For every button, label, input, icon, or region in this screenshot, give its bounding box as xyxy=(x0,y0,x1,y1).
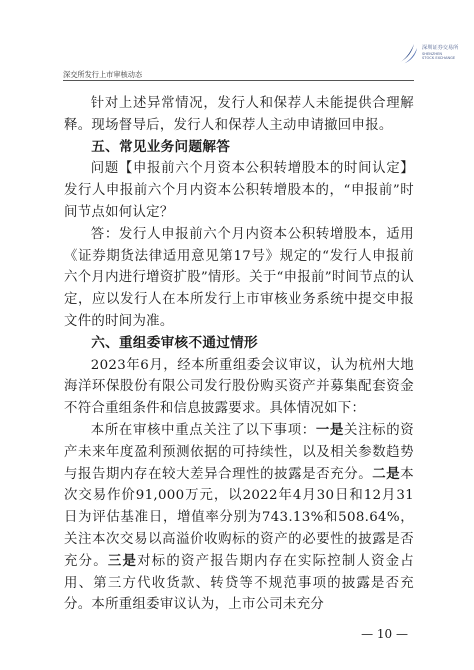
page-number: — 10 — xyxy=(361,627,408,641)
answer-paragraph: 答：发行人申报前六个月内资本公积转增股本，适用《证券期货法律适用意见第17号》规定的“发行人申报前六个月内进行增资扩股”情形。关于“申报前”时间节点的认定，应以发行人在本所发行上市审核业务系统中提交申报文件的时间为准。 xyxy=(64,226,415,329)
header-rule xyxy=(63,80,414,81)
section-heading-5: 五、常见业务问题解答 xyxy=(91,138,231,155)
logo-name-en-line2: STOCK EXCHANGE xyxy=(422,56,456,61)
p3-point-1-label: 一是 xyxy=(315,421,345,438)
section-heading-6: 六、重组委审核不通过情形 xyxy=(91,334,258,351)
szse-logo-icon xyxy=(394,40,422,68)
document-body xyxy=(64,93,414,616)
logo-name-cn: 深圳证券交易所 xyxy=(422,45,459,51)
header-label: 深交所发行上市审核动态 xyxy=(63,70,143,79)
szse-logo xyxy=(394,40,459,68)
p3-point-3-label: 三是 xyxy=(107,552,138,569)
logo-name-en xyxy=(422,52,455,60)
p3-point-2-text: 本次交易作价91,000万元，以2022年4月30日和12月31日为评估基准日，增值率分别为743.13%和508.64%，关注本次交易以高溢价收购标的资产的必要性的披露是否充分。 xyxy=(64,466,414,569)
paragraph-1: 针对上述异常情况，发行人和保荐人未能提供合理解释。现场督导后，发行人和保荐人主动申请撤回申报。 xyxy=(64,96,414,133)
p3-lead: 本所在审核中重点关注了以下事项： xyxy=(90,422,316,438)
question-paragraph: 问题【申报前六个月资本公积转增股本的时间认定】发行人申报前六个月内资本公积转增股本的，“申报前”时间节点如何认定？ xyxy=(64,161,414,220)
paragraph-2: 2023年6月，经本所重组委会议审议，认为杭州大地海洋环保股份有限公司发行股份购买资产并募集配套资金不符合重组条件和信息披露要求。具体情况如下： xyxy=(64,357,414,417)
p3-point-1-text: 关注标的资产未来年度盈利预测依据的可持续性，以及相关参数趋势与报告期内存在较大差异合理性的披露是否充分。 xyxy=(64,422,414,482)
logo-name-en-line1: SHENZHEN xyxy=(422,52,443,56)
p3-point-2-label: 二是 xyxy=(372,465,401,482)
p3-point-3-text: 对标的资产报告期内存在实际控制人资金占用、第三方代收货款、转贷等不规范事项的披露是否充分。本所重组委审议认为，上市公司未充分 xyxy=(64,553,414,613)
paragraph-3 xyxy=(64,420,414,616)
